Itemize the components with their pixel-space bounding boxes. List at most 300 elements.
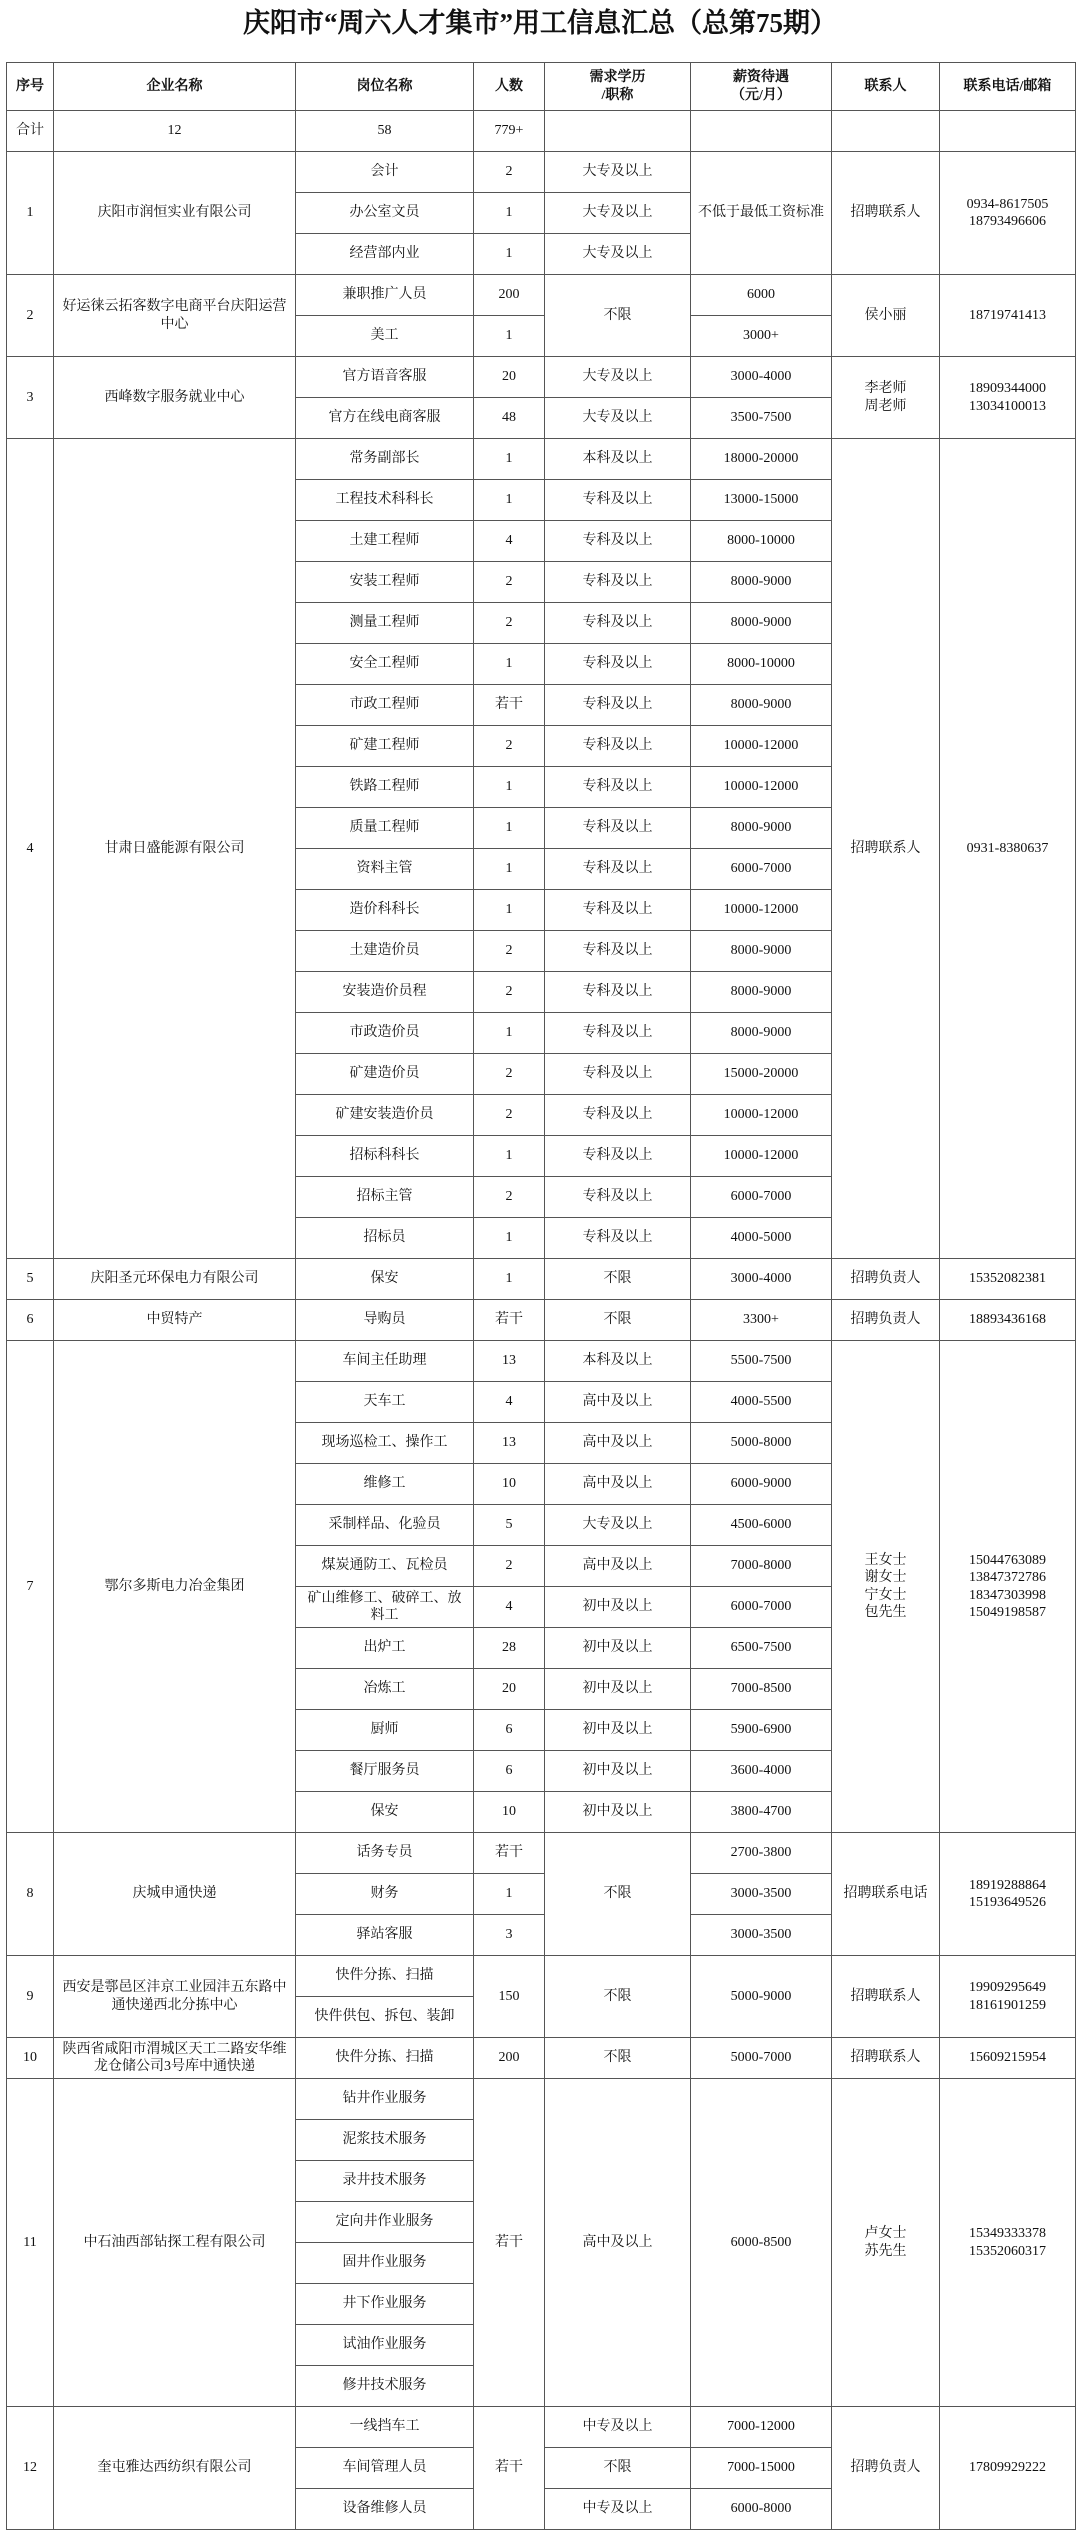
position-name: 天车工 bbox=[296, 1382, 474, 1423]
header-company: 企业名称 bbox=[54, 63, 296, 111]
contact-name: 招聘联系人 bbox=[850, 2050, 921, 2066]
table-row bbox=[7, 2407, 1076, 2448]
headcount: 200 bbox=[474, 2038, 545, 2079]
contact-phone bbox=[940, 152, 1076, 275]
position-name: 泥浆技术服务 bbox=[296, 2120, 474, 2161]
contact-person bbox=[832, 1259, 940, 1300]
contact-person bbox=[832, 275, 940, 357]
row-number: 9 bbox=[7, 1956, 54, 2038]
position-name: 采制样品、化验员 bbox=[296, 1505, 474, 1546]
headcount: 4 bbox=[474, 1587, 545, 1628]
phone-number: 15049198587 bbox=[969, 1605, 1046, 1620]
headcount: 20 bbox=[474, 1669, 545, 1710]
education-requirement: 专科及以上 bbox=[545, 767, 691, 808]
row-number: 5 bbox=[7, 1259, 54, 1300]
salary: 18000-20000 bbox=[691, 439, 832, 480]
education-requirement: 高中及以上 bbox=[545, 2079, 691, 2407]
position-name: 保安 bbox=[296, 1792, 474, 1833]
contact-phone bbox=[940, 2079, 1076, 2407]
education-requirement: 初中及以上 bbox=[545, 1792, 691, 1833]
row-number: 10 bbox=[7, 2038, 54, 2079]
contact-person bbox=[832, 152, 940, 275]
salary: 7000-8500 bbox=[691, 1669, 832, 1710]
salary: 8000-10000 bbox=[691, 521, 832, 562]
phone-number: 18719741413 bbox=[969, 307, 1046, 323]
position-name: 快件分拣、扫描 bbox=[296, 1956, 474, 1997]
company-name: 庆阳圣元环保电力有限公司 bbox=[54, 1259, 296, 1300]
salary: 8000-9000 bbox=[691, 808, 832, 849]
salary: 6000-7000 bbox=[691, 1177, 832, 1218]
contact-phone bbox=[940, 1341, 1076, 1833]
contact-name: 招聘联系人 bbox=[850, 1988, 921, 2004]
education-requirement: 大专及以上 bbox=[545, 1505, 691, 1546]
headcount: 2 bbox=[474, 562, 545, 603]
phone-number: 18909344000 bbox=[969, 381, 1046, 396]
phone-number: 18161901259 bbox=[969, 1997, 1046, 2013]
salary: 3500-7500 bbox=[691, 398, 832, 439]
row-number: 1 bbox=[7, 152, 54, 275]
position-name: 设备维修人员 bbox=[296, 2489, 474, 2530]
education-requirement: 中专及以上 bbox=[545, 2489, 691, 2530]
company-name: 中石油西部钻探工程有限公司 bbox=[54, 2079, 296, 2407]
education-requirement: 专科及以上 bbox=[545, 1013, 691, 1054]
headcount: 150 bbox=[474, 1956, 545, 2038]
header-salary: 薪资待遇 （元/月） bbox=[691, 63, 832, 111]
row-number: 8 bbox=[7, 1833, 54, 1956]
position-name: 安装工程师 bbox=[296, 562, 474, 603]
education-requirement: 专科及以上 bbox=[545, 1095, 691, 1136]
position-name: 现场巡检工、操作工 bbox=[296, 1423, 474, 1464]
table-row bbox=[7, 275, 1076, 316]
salary: 8000-9000 bbox=[691, 685, 832, 726]
phone-number: 0931-8380637 bbox=[966, 840, 1049, 856]
header-no: 序号 bbox=[7, 63, 54, 111]
education-requirement: 专科及以上 bbox=[545, 685, 691, 726]
contact-person bbox=[832, 2038, 940, 2079]
phone-number: 17809929222 bbox=[969, 2460, 1046, 2476]
contact-name: 王女士 bbox=[864, 1552, 907, 1568]
position-name: 会计 bbox=[296, 152, 474, 193]
contact-name: 招聘联系电话 bbox=[843, 1886, 928, 1902]
job-info-table bbox=[6, 62, 1076, 2530]
salary: 13000-15000 bbox=[691, 480, 832, 521]
page-title: 庆阳市“周六人才集市”用工信息汇总（总第75期） bbox=[243, 8, 837, 38]
company-name: 西峰数字服务就业中心 bbox=[54, 357, 296, 439]
headcount: 13 bbox=[474, 1341, 545, 1382]
contact-person bbox=[832, 1833, 940, 1956]
total-positions: 58 bbox=[296, 111, 474, 152]
headcount: 1 bbox=[474, 849, 545, 890]
header-position: 岗位名称 bbox=[296, 63, 474, 111]
education-requirement: 专科及以上 bbox=[545, 890, 691, 931]
headcount: 3 bbox=[474, 1915, 545, 1956]
table-row bbox=[7, 1833, 1076, 1874]
table-row bbox=[7, 152, 1076, 193]
position-name: 矿山维修工、破碎工、放料工 bbox=[296, 1587, 474, 1628]
salary: 3600-4000 bbox=[691, 1751, 832, 1792]
contact-person bbox=[832, 1341, 940, 1833]
phone-number: 0934-8617505 bbox=[966, 196, 1049, 212]
company-name: 西安是鄠邑区沣京工业园沣五东路中通快递西北分拣中心 bbox=[54, 1956, 296, 2038]
contact-name: 宁女士 bbox=[864, 1587, 907, 1603]
salary: 3000-3500 bbox=[691, 1874, 832, 1915]
salary: 10000-12000 bbox=[691, 767, 832, 808]
headcount: 2 bbox=[474, 726, 545, 767]
contact-name: 招聘负责人 bbox=[850, 1312, 921, 1328]
empty-cell bbox=[545, 111, 691, 152]
position-name: 土建工程师 bbox=[296, 521, 474, 562]
phone-number: 18893436168 bbox=[969, 1312, 1046, 1328]
position-name: 冶炼工 bbox=[296, 1669, 474, 1710]
position-name: 餐厅服务员 bbox=[296, 1751, 474, 1792]
header-contact: 联系人 bbox=[832, 63, 940, 111]
position-name: 经营部内业 bbox=[296, 234, 474, 275]
education-requirement: 初中及以上 bbox=[545, 1751, 691, 1792]
header-count: 人数 bbox=[474, 63, 545, 111]
contact-phone bbox=[940, 2407, 1076, 2530]
education-requirement: 大专及以上 bbox=[545, 398, 691, 439]
education-requirement: 大专及以上 bbox=[545, 234, 691, 275]
position-name: 矿建工程师 bbox=[296, 726, 474, 767]
education-requirement: 初中及以上 bbox=[545, 1628, 691, 1669]
headcount: 2 bbox=[474, 931, 545, 972]
table-row bbox=[7, 1300, 1076, 1341]
company-name: 好运徕云拓客数字电商平台庆阳运营中心 bbox=[54, 275, 296, 357]
contact-name: 谢女士 bbox=[864, 1570, 907, 1585]
position-name: 市政造价员 bbox=[296, 1013, 474, 1054]
position-name: 固井作业服务 bbox=[296, 2243, 474, 2284]
education-requirement: 大专及以上 bbox=[545, 193, 691, 234]
contact-name: 招聘联系人 bbox=[850, 840, 921, 856]
salary: 8000-9000 bbox=[691, 1013, 832, 1054]
salary: 10000-12000 bbox=[691, 1095, 832, 1136]
position-name: 工程技术科科长 bbox=[296, 480, 474, 521]
education-requirement: 大专及以上 bbox=[545, 357, 691, 398]
education-requirement: 本科及以上 bbox=[545, 439, 691, 480]
education-requirement: 初中及以上 bbox=[545, 1669, 691, 1710]
headcount: 2 bbox=[474, 1095, 545, 1136]
headcount: 1 bbox=[474, 480, 545, 521]
contact-phone bbox=[940, 2038, 1076, 2079]
salary: 10000-12000 bbox=[691, 890, 832, 931]
company-name: 庆城申通快递 bbox=[54, 1833, 296, 1956]
position-name: 招标员 bbox=[296, 1218, 474, 1259]
position-name: 造价科科长 bbox=[296, 890, 474, 931]
headcount: 2 bbox=[474, 972, 545, 1013]
salary: 4500-6000 bbox=[691, 1505, 832, 1546]
position-name: 质量工程师 bbox=[296, 808, 474, 849]
position-name: 财务 bbox=[296, 1874, 474, 1915]
position-name: 官方在线电商客服 bbox=[296, 398, 474, 439]
salary: 6000-7000 bbox=[691, 1587, 832, 1628]
headcount: 1 bbox=[474, 644, 545, 685]
education-requirement: 不限 bbox=[545, 2448, 691, 2489]
headcount: 2 bbox=[474, 1054, 545, 1095]
headcount: 6 bbox=[474, 1751, 545, 1792]
position-name: 铁路工程师 bbox=[296, 767, 474, 808]
education-requirement: 本科及以上 bbox=[545, 1341, 691, 1382]
contact-name: 招聘联系人 bbox=[850, 205, 921, 221]
salary: 7000-8000 bbox=[691, 1546, 832, 1587]
position-name: 车间主任助理 bbox=[296, 1341, 474, 1382]
headcount: 20 bbox=[474, 357, 545, 398]
headcount: 1 bbox=[474, 439, 545, 480]
headcount: 13 bbox=[474, 1423, 545, 1464]
contact-phone bbox=[940, 1956, 1076, 2038]
position-name: 一线挡车工 bbox=[296, 2407, 474, 2448]
salary: 8000-10000 bbox=[691, 644, 832, 685]
position-name: 测量工程师 bbox=[296, 603, 474, 644]
contact-person bbox=[832, 357, 940, 439]
table-row bbox=[7, 1259, 1076, 1300]
headcount: 若干 bbox=[474, 2407, 545, 2530]
position-name: 录井技术服务 bbox=[296, 2161, 474, 2202]
contact-name: 李老师 bbox=[864, 381, 907, 396]
position-name: 厨师 bbox=[296, 1710, 474, 1751]
education-requirement: 专科及以上 bbox=[545, 480, 691, 521]
salary: 6000-8500 bbox=[691, 2079, 832, 2407]
salary: 3000-4000 bbox=[691, 357, 832, 398]
headcount: 1 bbox=[474, 234, 545, 275]
headcount: 48 bbox=[474, 398, 545, 439]
position-name: 钻井作业服务 bbox=[296, 2079, 474, 2120]
education-requirement: 不限 bbox=[545, 1300, 691, 1341]
headcount: 1 bbox=[474, 767, 545, 808]
headcount: 10 bbox=[474, 1792, 545, 1833]
salary: 6000-9000 bbox=[691, 1464, 832, 1505]
position-name: 安全工程师 bbox=[296, 644, 474, 685]
headcount: 2 bbox=[474, 603, 545, 644]
position-name: 招标主管 bbox=[296, 1177, 474, 1218]
contact-name: 侯小丽 bbox=[864, 307, 907, 323]
position-name: 驿站客服 bbox=[296, 1915, 474, 1956]
education-requirement: 专科及以上 bbox=[545, 644, 691, 685]
total-row bbox=[7, 111, 1076, 152]
company-name: 中贸特产 bbox=[54, 1300, 296, 1341]
salary: 10000-12000 bbox=[691, 1136, 832, 1177]
phone-number: 18793496606 bbox=[969, 214, 1046, 229]
salary: 6000-7000 bbox=[691, 849, 832, 890]
row-number: 2 bbox=[7, 275, 54, 357]
salary: 8000-9000 bbox=[691, 603, 832, 644]
headcount: 1 bbox=[474, 1136, 545, 1177]
headcount: 2 bbox=[474, 1546, 545, 1587]
position-name: 招标科科长 bbox=[296, 1136, 474, 1177]
salary: 7000-12000 bbox=[691, 2407, 832, 2448]
salary: 5900-6900 bbox=[691, 1710, 832, 1751]
salary: 10000-12000 bbox=[691, 726, 832, 767]
headcount: 若干 bbox=[474, 685, 545, 726]
salary: 3000+ bbox=[691, 316, 832, 357]
phone-number: 13034100013 bbox=[969, 398, 1046, 414]
salary: 3000-3500 bbox=[691, 1915, 832, 1956]
phone-number: 15044763089 bbox=[969, 1552, 1046, 1568]
table-row bbox=[7, 2079, 1076, 2120]
salary: 6500-7500 bbox=[691, 1628, 832, 1669]
row-number: 6 bbox=[7, 1300, 54, 1341]
phone-number: 15193649526 bbox=[969, 1895, 1046, 1910]
phone-number: 15609215954 bbox=[969, 2050, 1046, 2066]
empty-cell bbox=[691, 111, 832, 152]
education-requirement: 专科及以上 bbox=[545, 931, 691, 972]
education-requirement: 高中及以上 bbox=[545, 1546, 691, 1587]
header-education: 需求学历 /职称 bbox=[545, 63, 691, 111]
contact-person bbox=[832, 2079, 940, 2407]
salary: 5000-9000 bbox=[691, 1956, 832, 2038]
position-name: 矿建安装造价员 bbox=[296, 1095, 474, 1136]
phone-number: 15349333378 bbox=[969, 2226, 1046, 2241]
position-name: 安装造价员程 bbox=[296, 972, 474, 1013]
position-name: 官方语音客服 bbox=[296, 357, 474, 398]
row-number: 4 bbox=[7, 439, 54, 1259]
position-name: 矿建造价员 bbox=[296, 1054, 474, 1095]
education-requirement: 专科及以上 bbox=[545, 562, 691, 603]
position-name: 井下作业服务 bbox=[296, 2284, 474, 2325]
total-label: 合计 bbox=[7, 111, 54, 152]
contact-name: 苏先生 bbox=[864, 2243, 907, 2259]
education-requirement: 中专及以上 bbox=[545, 2407, 691, 2448]
contact-phone bbox=[940, 439, 1076, 1259]
salary: 6000-8000 bbox=[691, 2489, 832, 2530]
contact-phone bbox=[940, 275, 1076, 357]
education-requirement: 高中及以上 bbox=[545, 1423, 691, 1464]
headcount: 5 bbox=[474, 1505, 545, 1546]
salary: 不低于最低工资标准 bbox=[691, 152, 832, 275]
education-requirement: 专科及以上 bbox=[545, 972, 691, 1013]
education-requirement: 大专及以上 bbox=[545, 152, 691, 193]
salary: 3300+ bbox=[691, 1300, 832, 1341]
salary: 3000-4000 bbox=[691, 1259, 832, 1300]
company-name: 庆阳市润恒实业有限公司 bbox=[54, 152, 296, 275]
total-people: 779+ bbox=[474, 111, 545, 152]
headcount: 2 bbox=[474, 1177, 545, 1218]
salary: 4000-5000 bbox=[691, 1218, 832, 1259]
position-name: 美工 bbox=[296, 316, 474, 357]
headcount: 6 bbox=[474, 1710, 545, 1751]
contact-person bbox=[832, 1300, 940, 1341]
table-body bbox=[7, 111, 1076, 2530]
education-requirement: 专科及以上 bbox=[545, 808, 691, 849]
headcount: 4 bbox=[474, 521, 545, 562]
position-name: 导购员 bbox=[296, 1300, 474, 1341]
position-name: 办公室文员 bbox=[296, 193, 474, 234]
header-row bbox=[7, 63, 1076, 111]
position-name: 话务专员 bbox=[296, 1833, 474, 1874]
contact-name: 卢女士 bbox=[864, 2226, 907, 2241]
education-requirement: 专科及以上 bbox=[545, 1054, 691, 1095]
header-phone: 联系电话/邮箱 bbox=[940, 63, 1076, 111]
position-name: 车间管理人员 bbox=[296, 2448, 474, 2489]
empty-cell bbox=[832, 111, 940, 152]
position-name: 保安 bbox=[296, 1259, 474, 1300]
phone-number: 18919288864 bbox=[969, 1877, 1046, 1893]
phone-number: 13847372786 bbox=[969, 1570, 1046, 1585]
headcount: 1 bbox=[474, 890, 545, 931]
position-name: 快件分拣、扫描 bbox=[296, 2038, 474, 2079]
salary: 5500-7500 bbox=[691, 1341, 832, 1382]
education-requirement: 高中及以上 bbox=[545, 1464, 691, 1505]
salary: 4000-5500 bbox=[691, 1382, 832, 1423]
education-requirement: 高中及以上 bbox=[545, 1382, 691, 1423]
headcount: 2 bbox=[474, 152, 545, 193]
headcount: 1 bbox=[474, 808, 545, 849]
headcount: 若干 bbox=[474, 1833, 545, 1874]
position-name: 煤炭通防工、瓦检员 bbox=[296, 1546, 474, 1587]
education-requirement: 不限 bbox=[545, 1956, 691, 2038]
position-name: 资料主管 bbox=[296, 849, 474, 890]
contact-person bbox=[832, 439, 940, 1259]
education-requirement: 不限 bbox=[545, 1259, 691, 1300]
contact-phone bbox=[940, 1259, 1076, 1300]
table-row bbox=[7, 2038, 1076, 2079]
row-number: 12 bbox=[7, 2407, 54, 2530]
phone-number: 18347303998 bbox=[969, 1587, 1046, 1603]
education-requirement: 专科及以上 bbox=[545, 1218, 691, 1259]
contact-phone bbox=[940, 357, 1076, 439]
total-companies: 12 bbox=[54, 111, 296, 152]
education-requirement: 专科及以上 bbox=[545, 521, 691, 562]
position-name: 土建造价员 bbox=[296, 931, 474, 972]
contact-phone bbox=[940, 1300, 1076, 1341]
row-number: 3 bbox=[7, 357, 54, 439]
education-requirement: 专科及以上 bbox=[545, 726, 691, 767]
salary: 6000 bbox=[691, 275, 832, 316]
salary: 8000-9000 bbox=[691, 931, 832, 972]
salary: 5000-8000 bbox=[691, 1423, 832, 1464]
table-row bbox=[7, 1341, 1076, 1382]
phone-number: 15352082381 bbox=[969, 1271, 1046, 1287]
position-name: 快件供包、拆包、装卸 bbox=[296, 1997, 474, 2038]
salary: 5000-7000 bbox=[691, 2038, 832, 2079]
education-requirement: 不限 bbox=[545, 275, 691, 357]
headcount: 200 bbox=[474, 275, 545, 316]
row-number: 11 bbox=[7, 2079, 54, 2407]
contact-name: 包先生 bbox=[864, 1605, 907, 1620]
empty-cell bbox=[940, 111, 1076, 152]
company-name: 陕西省咸阳市渭城区天工二路安华维龙仓储公司3号库中通快递 bbox=[54, 2038, 296, 2079]
education-requirement: 初中及以上 bbox=[545, 1587, 691, 1628]
education-requirement: 专科及以上 bbox=[545, 1177, 691, 1218]
position-name: 兼职推广人员 bbox=[296, 275, 474, 316]
salary: 15000-20000 bbox=[691, 1054, 832, 1095]
salary: 8000-9000 bbox=[691, 562, 832, 603]
position-name: 市政工程师 bbox=[296, 685, 474, 726]
salary: 8000-9000 bbox=[691, 972, 832, 1013]
phone-number: 15352060317 bbox=[969, 2243, 1046, 2259]
contact-name: 招聘负责人 bbox=[850, 2460, 921, 2476]
headcount: 1 bbox=[474, 1259, 545, 1300]
headcount: 1 bbox=[474, 1013, 545, 1054]
headcount: 若干 bbox=[474, 1300, 545, 1341]
education-requirement: 专科及以上 bbox=[545, 603, 691, 644]
phone-number: 19909295649 bbox=[969, 1980, 1046, 1995]
contact-person bbox=[832, 1956, 940, 2038]
position-name: 常务副部长 bbox=[296, 439, 474, 480]
salary: 3800-4700 bbox=[691, 1792, 832, 1833]
company-name: 鄂尔多斯电力冶金集团 bbox=[54, 1341, 296, 1833]
education-requirement: 不限 bbox=[545, 1833, 691, 1956]
education-requirement: 专科及以上 bbox=[545, 1136, 691, 1177]
headcount: 28 bbox=[474, 1628, 545, 1669]
table-row bbox=[7, 439, 1076, 480]
salary: 7000-15000 bbox=[691, 2448, 832, 2489]
position-name: 试油作业服务 bbox=[296, 2325, 474, 2366]
headcount: 1 bbox=[474, 1874, 545, 1915]
headcount: 1 bbox=[474, 1218, 545, 1259]
contact-name: 招聘负责人 bbox=[850, 1271, 921, 1287]
contact-name: 周老师 bbox=[864, 398, 907, 414]
contact-person bbox=[832, 2407, 940, 2530]
